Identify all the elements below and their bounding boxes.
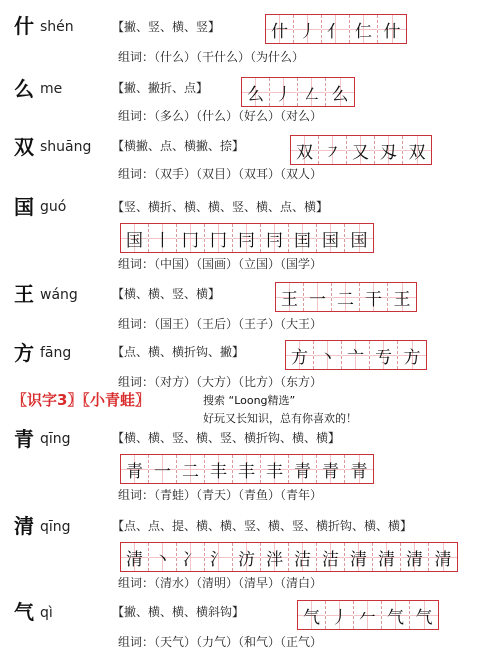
stroke-grid bbox=[297, 600, 439, 630]
promo-tagline: 好玩又长知识，总有你喜欢的！ bbox=[203, 412, 357, 425]
entry-pinyin: shén bbox=[40, 19, 74, 35]
stroke-cell: 丰 bbox=[261, 455, 289, 483]
stroke-cell: 亠 bbox=[342, 341, 370, 369]
entry-word-examples: 组词：（青蛙）（青天）（青鱼）（青年） bbox=[118, 488, 323, 502]
stroke-cell: 国 bbox=[345, 224, 373, 252]
stroke-cell: 国 bbox=[121, 224, 149, 252]
stroke-cell: 国 bbox=[317, 224, 345, 252]
stroke-cell: 双 bbox=[403, 136, 431, 164]
stroke-cell: 二 bbox=[177, 455, 205, 483]
stroke-cell: 仁 bbox=[350, 15, 378, 43]
stroke-grid bbox=[275, 282, 417, 312]
stroke-cell: 双 bbox=[291, 136, 319, 164]
stroke-cell: 气 bbox=[298, 601, 326, 629]
stroke-cell: 王 bbox=[388, 283, 416, 311]
promo-search-text: 搜索 “Loong精选” bbox=[203, 394, 296, 407]
stroke-cell: 汸 bbox=[233, 543, 261, 571]
stroke-cell: 冃 bbox=[233, 224, 261, 252]
stroke-grid bbox=[120, 542, 458, 572]
stroke-cell: 丿 bbox=[326, 601, 354, 629]
stroke-cell: 什 bbox=[378, 15, 406, 43]
stroke-cell: 气 bbox=[382, 601, 410, 629]
entry-word-examples: 组词：（清水）（清明）（清早）（清白） bbox=[118, 576, 323, 590]
stroke-cell: 一 bbox=[304, 283, 332, 311]
stroke-cell: ㇇ bbox=[319, 136, 347, 164]
entry-stroke-order: 【点、横、横折钩、撇】 bbox=[112, 345, 245, 359]
stroke-cell: 丶 bbox=[314, 341, 342, 369]
stroke-grid bbox=[290, 135, 432, 165]
stroke-cell: 青 bbox=[121, 455, 149, 483]
stroke-cell: 丰 bbox=[205, 455, 233, 483]
stroke-cell: 囯 bbox=[289, 224, 317, 252]
entry-pinyin: shuāng bbox=[40, 139, 92, 155]
entry-stroke-order: 【撇、竖、横、竖】 bbox=[112, 20, 221, 34]
entry-pinyin: qīng bbox=[40, 431, 71, 447]
entry-word-examples: 组词：（对方）（大方）（比方）（东方） bbox=[118, 375, 323, 389]
entry-character: 王 bbox=[14, 282, 34, 306]
stroke-grid bbox=[265, 14, 407, 44]
entry-character: 么 bbox=[14, 77, 34, 101]
stroke-cell: 方 bbox=[286, 341, 314, 369]
stroke-cell: 清 bbox=[429, 543, 457, 571]
stroke-cell: 一 bbox=[149, 455, 177, 483]
stroke-cell: 丨 bbox=[149, 224, 177, 252]
stroke-cell: 刄 bbox=[375, 136, 403, 164]
stroke-cell: 冂 bbox=[177, 224, 205, 252]
stroke-grid bbox=[241, 77, 355, 107]
entry-pinyin: me bbox=[40, 81, 63, 97]
stroke-cell: 王 bbox=[276, 283, 304, 311]
entry-pinyin: wáng bbox=[40, 287, 78, 303]
stroke-cell: 洁 bbox=[289, 543, 317, 571]
stroke-cell: 冂 bbox=[205, 224, 233, 252]
stroke-cell: 方 bbox=[398, 341, 426, 369]
stroke-cell: 冃 bbox=[261, 224, 289, 252]
stroke-cell: 丿 bbox=[270, 78, 298, 106]
entry-word-examples: 组词：（双手）（双目）（双耳）（双人） bbox=[118, 167, 323, 181]
stroke-cell: ㇜ bbox=[298, 78, 326, 106]
entry-word-examples: 组词：（国王）（王后）（王子）（大王） bbox=[118, 317, 323, 331]
entry-stroke-order: 【横、横、竖、横】 bbox=[112, 287, 221, 301]
stroke-grid bbox=[285, 340, 427, 370]
stroke-cell: 干 bbox=[360, 283, 388, 311]
stroke-cell: 丶 bbox=[149, 543, 177, 571]
stroke-cell: 丿 bbox=[294, 15, 322, 43]
entry-pinyin: qì bbox=[40, 605, 53, 621]
stroke-cell: 泮 bbox=[261, 543, 289, 571]
stroke-grid bbox=[120, 223, 374, 253]
entry-character: 双 bbox=[14, 135, 34, 159]
entry-character: 方 bbox=[14, 341, 34, 365]
lesson-title: 〖识字3〗〖小青蛙〗 bbox=[12, 391, 150, 409]
entry-word-examples: 组词：（天气）（力气）（和气）（正气） bbox=[118, 635, 323, 649]
stroke-cell: 亐 bbox=[370, 341, 398, 369]
entry-word-examples: 组词：（中国）（国画）（立国）（国学） bbox=[118, 257, 323, 271]
stroke-cell: 二 bbox=[332, 283, 360, 311]
stroke-cell: 清 bbox=[345, 543, 373, 571]
stroke-cell: 清 bbox=[121, 543, 149, 571]
entry-character: 气 bbox=[14, 600, 34, 624]
entry-stroke-order: 【撇、横、横、横斜钩】 bbox=[112, 605, 245, 619]
stroke-cell: 亻 bbox=[322, 15, 350, 43]
entry-character: 清 bbox=[14, 514, 34, 538]
stroke-cell: 丰 bbox=[233, 455, 261, 483]
stroke-cell: 冫 bbox=[177, 543, 205, 571]
stroke-cell: 洁 bbox=[317, 543, 345, 571]
stroke-cell: 𠂉 bbox=[354, 601, 382, 629]
stroke-cell: 青 bbox=[289, 455, 317, 483]
entry-stroke-order: 【撇、撇折、点】 bbox=[112, 81, 209, 95]
stroke-cell: 清 bbox=[373, 543, 401, 571]
stroke-cell: 氵 bbox=[205, 543, 233, 571]
entry-stroke-order: 【横撇、点、横撇、捺】 bbox=[112, 139, 245, 153]
entry-character: 什 bbox=[14, 14, 34, 38]
stroke-cell: 么 bbox=[242, 78, 270, 106]
stroke-cell: 什 bbox=[266, 15, 294, 43]
stroke-cell: 又 bbox=[347, 136, 375, 164]
entry-pinyin: fāng bbox=[40, 345, 72, 361]
entry-character: 青 bbox=[14, 427, 34, 451]
stroke-cell: 么 bbox=[326, 78, 354, 106]
entry-word-examples: 组词：（什么）（干什么）（为什么） bbox=[118, 50, 305, 64]
entry-word-examples: 组词：（多么）（什么）（好么）（对么） bbox=[118, 109, 323, 123]
entry-character: 国 bbox=[14, 195, 34, 219]
stroke-cell: 青 bbox=[317, 455, 345, 483]
stroke-cell: 气 bbox=[410, 601, 438, 629]
stroke-cell: 清 bbox=[401, 543, 429, 571]
entry-pinyin: guó bbox=[40, 199, 67, 215]
entry-pinyin: qīng bbox=[40, 519, 71, 535]
entry-stroke-order: 【点、点、提、横、横、竖、横、竖、横折钩、横、横】 bbox=[112, 519, 413, 533]
entry-stroke-order: 【竖、横折、横、横、竖、横、点、横】 bbox=[112, 200, 329, 214]
stroke-grid bbox=[120, 454, 374, 484]
stroke-cell: 青 bbox=[345, 455, 373, 483]
entry-stroke-order: 【横、横、竖、横、竖、横折钩、横、横】 bbox=[112, 431, 341, 445]
